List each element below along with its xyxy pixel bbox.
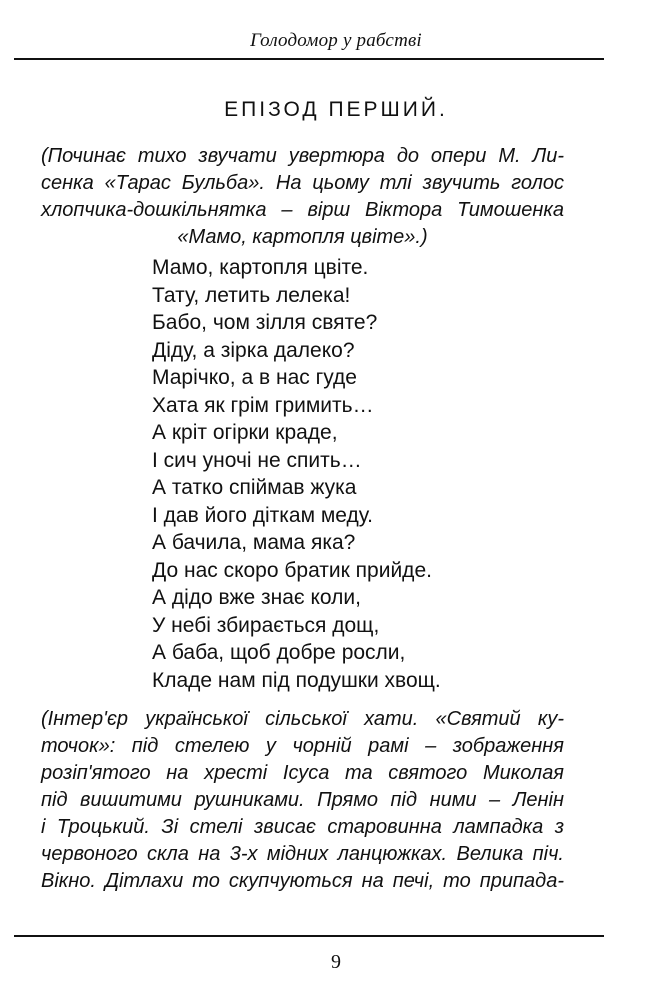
running-header: Голодомор у рабстві [250, 30, 422, 51]
footer-rule [14, 935, 604, 937]
stage-direction-line: розіп'ятого на хресті Ісуса та святого Миколая [41, 762, 564, 784]
intro-stage-direction [41, 143, 564, 251]
poem-line: А дідо вже знає коли, [152, 586, 361, 609]
stage-direction-line: точок»: під стелею у чорній рамі – зображення [41, 735, 564, 757]
stage-direction-line: (Інтер'єр української сільської хати. «Святий ку- [41, 708, 564, 730]
stage-direction-line: Вікно. Дітлахи то скупчуються на печі, то припада- [41, 870, 564, 892]
page-number: 9 [331, 951, 341, 973]
poem-line: А кріт огірки краде, [152, 421, 338, 444]
poem-line: До нас скоро братик прийде. [152, 558, 432, 582]
poem-line: Бабо, чом зілля святе? [152, 311, 378, 334]
poem-line: А баба, щоб добре росли, [152, 641, 406, 664]
stage-direction-line: сенка «Тарас Бульба». На цьому тлі звучить голос [41, 172, 564, 194]
stage-direction-line: хлопчика-дошкільнятка – вірш Віктора Тимошенка [41, 199, 564, 221]
poem-line: А татко спіймав жука [152, 476, 357, 499]
poem-line: Кладе нам під подушки хвощ. [152, 668, 441, 692]
poem-line: І сич уночі не спить… [152, 448, 362, 472]
poem-line: І дав його діткам меду. [152, 503, 373, 527]
poem-line: Тату, летить лелека! [152, 283, 351, 307]
poem-line: Марічко, а в нас гуде [152, 366, 357, 389]
poem-line: У небі збирається дощ, [152, 613, 380, 637]
stage-direction-line: (Починає тихо звучати увертюра до опери М. Ли- [41, 145, 564, 167]
header-rule [14, 58, 604, 60]
poem-line: Хата як грім гримить… [152, 393, 374, 417]
interior-stage-direction [41, 706, 564, 895]
poem-line: Діду, а зірка далеко? [152, 338, 355, 362]
poem-line: А бачила, мама яка? [152, 531, 356, 554]
stage-direction-line: червоного скла на 3-х мідних ланцюжках. Велика піч. [41, 843, 564, 865]
stage-direction-line: під вишитими рушниками. Прямо під ними – Ленін [41, 789, 564, 811]
poem [152, 254, 441, 694]
stage-direction-line: і Троцький. Зі стелі звисає старовинна лампадка з [41, 816, 564, 838]
episode-title: ЕПІЗОД ПЕРШИЙ. [224, 98, 448, 121]
poem-line: Мамо, картопля цвіте. [152, 256, 369, 279]
stage-direction-line: «Мамо, картопля цвіте».) [177, 226, 428, 248]
